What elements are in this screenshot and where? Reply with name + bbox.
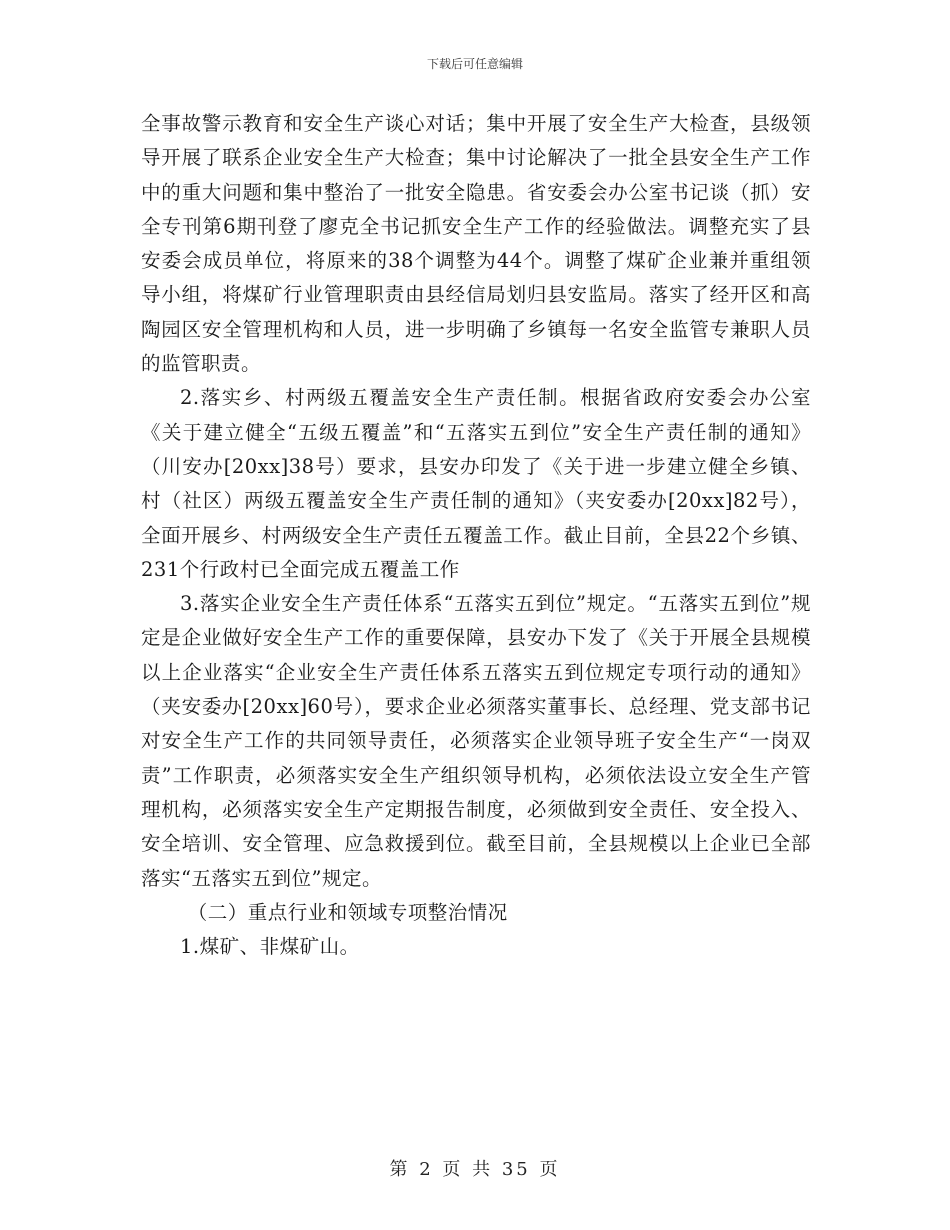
page-number: 第 2 页 共 35 页 bbox=[389, 1159, 561, 1180]
paragraph-item-2: 2.落实乡、村两级五覆盖安全生产责任制。根据省政府安委会办公室《关于建立健全“五级五覆盖”和“五落实五到位”安全生产责任制的通知》（川安办[20xx]38号）要求，县安办印发了《关于进一步建立健全乡镇、村（社区）两级五覆盖安全生产责任制的通知》（夹安委办[20xx]82号），全面开展乡、村两级安全生产责任五覆盖工作。截止目前，全县22个乡镇、231个行政村已全面完成五覆盖工作 bbox=[141, 386, 811, 581]
section-heading-2: （二）重点行业和领域专项整治情况 bbox=[187, 900, 508, 924]
document-body bbox=[141, 107, 811, 964]
paragraph-continuation: 全事故警示教育和安全生产谈心对话；集中开展了安全生产大检查，县级领导开展了联系企业安全生产大检查；集中讨论解决了一批全县安全生产工作中的重大问题和集中整治了一批安全隐患。省安委会办公室书记谈（抓）安全专刊第6期刊登了廖克全书记抓安全生产工作的经验做法。调整充实了县安委会成员单位，将原来的38个调整为44个。调整了煤矿企业兼并重组领导小组，将煤矿行业管理职责由县经信局划归县安监局。落实了经开区和高陶园区安全管理机构和人员，进一步明确了乡镇每一名安全监管专兼职人员的监管职责。 bbox=[141, 112, 811, 376]
paragraph-item-3: 3.落实企业安全生产责任体系“五落实五到位”规定。“五落实五到位”规定是企业做好安全生产工作的重要保障，县安办下发了《关于开展全县规模以上企业落实“企业安全生产责任体系五落实五到位规定专项行动的通知》（夹安委办[20xx]60号），要求企业必须落实董事长、总经理、党支部书记对安全生产工作的共同领导责任，必须落实企业领导班子安全生产“一岗双责”工作职责，必须落实安全生产组织领导机构，必须依法设立安全生产管理机构，必须落实安全生产定期报告制度，必须做到安全责任、安全投入、安全培训、安全管理、应急救援到位。截至目前，全县规模以上企业已全部落实“五落实五到位”规定。 bbox=[141, 592, 811, 890]
page-header: 下载后可任意编辑 bbox=[426, 57, 523, 71]
subsection-heading-1: 1.煤矿、非煤矿山。 bbox=[180, 935, 360, 959]
